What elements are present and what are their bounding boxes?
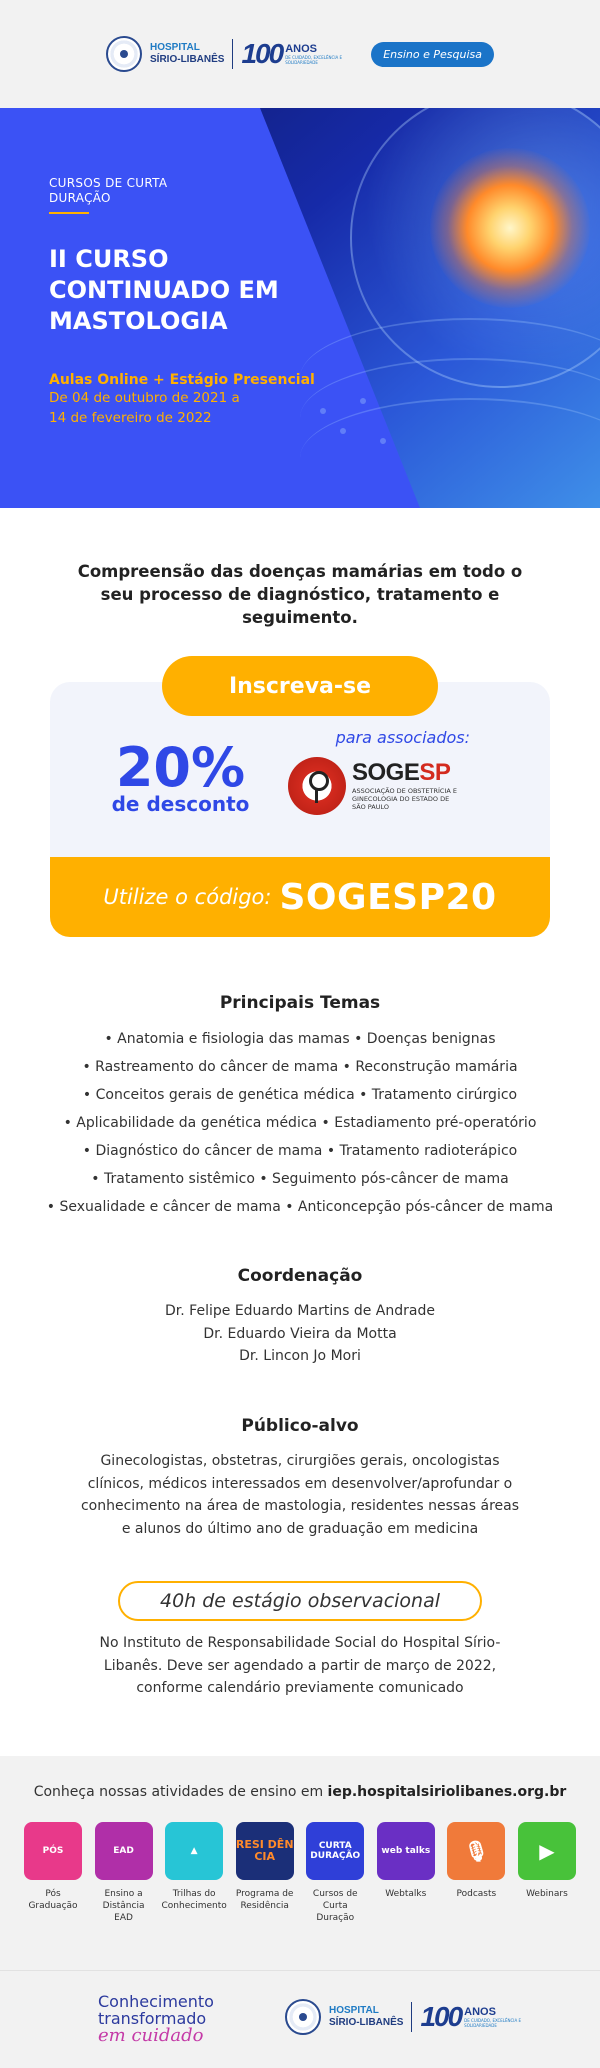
promo-code: SOGESP20 (279, 876, 497, 918)
coordinator-name: Dr. Lincon Jo Mori (239, 1348, 361, 1364)
anniversary-number: 100 (241, 38, 283, 69)
ead-icon: EAD (95, 1822, 153, 1880)
internship-badge: 40h de estágio observacional (118, 1581, 482, 1621)
coordinator-name: Dr. Felipe Eduardo Martins de Andrade (165, 1303, 435, 1319)
activity-label: Webtalks (385, 1889, 427, 1899)
inscreva-se-button[interactable]: Inscreva-se (162, 656, 438, 716)
activity-trilhas[interactable] (161, 1822, 227, 1924)
topic-row: • Aplicabilidade da genética médica • Estadiamento pré-operatório (63, 1115, 537, 1131)
ensino-pesquisa-button[interactable]: Ensino e Pesquisa (371, 42, 494, 67)
mammary-gland-glow (430, 148, 590, 308)
coordinator-name: Dr. Eduardo Vieira da Motta (203, 1325, 397, 1342)
anniversary-subtitle: DE CUIDADO, EXCELÊNCIA E SOLIDARIEDADE (285, 55, 343, 65)
coordination-title: Coordenação (237, 1266, 363, 1286)
sogesp-subtitle: ASSOCIAÇÃO DE OBSTETRÍCIA E GINECOLOGIA DO ESTADO DE SÃO PAULO (352, 787, 457, 811)
anniversary-word: ANOS (285, 43, 317, 55)
activity-label: Webinars (526, 1889, 568, 1899)
activity-label: Pós Graduação (28, 1889, 78, 1911)
discount-block (108, 736, 253, 816)
sogesp-logo (288, 757, 470, 815)
activity-label: Ensino a Distância EAD (102, 1889, 145, 1923)
activities-site-link[interactable]: iep.hospitalsiriolibanes.org.br (327, 1784, 567, 1800)
coordination-list (0, 1300, 600, 1368)
hero-banner (0, 108, 600, 508)
hospital-seal-icon (106, 36, 142, 72)
promo-code-bar (50, 857, 550, 937)
audience-text: Ginecologistas, obstetras, cirurgiões gerais, oncologistas clínicos, médicos interessados em desenvolver/aprofundar o conhecimento na área de mastologia, residentes nessas áreas e alunos do último ano de graduação em medicina (80, 1453, 519, 1537)
activity-label: Podcasts (456, 1889, 497, 1899)
footer-tagline: Conhecimento transformado em cuidado (98, 1992, 214, 2046)
activity-webinars[interactable] (518, 1822, 576, 1924)
podcast-icon: 🎙 (447, 1822, 505, 1880)
female-symbol-icon (288, 757, 346, 815)
sogesp-name-b: SP (419, 759, 451, 786)
hero-title: II CURSO CONTINUADO EM MASTOLOGIA (49, 245, 279, 335)
topic-row: • Diagnóstico do câncer de mama • Tratamento radioterápico (82, 1143, 518, 1159)
hospital-seal-icon (285, 1999, 321, 2035)
header (0, 0, 600, 108)
hero-format: Aulas Online + Estágio Presencial (49, 372, 315, 388)
audience-title: Público-alvo (241, 1416, 359, 1436)
activities-grid (0, 1822, 600, 1924)
anniversary-badge (241, 38, 345, 70)
topic-row: • Anatomia e fisiologia das mamas • Doenças benignas (104, 1031, 496, 1047)
footer (0, 1970, 600, 2068)
hospital-name-line1: HOSPITAL (150, 42, 200, 53)
activity-podcasts[interactable] (447, 1822, 505, 1924)
topic-row: • Rastreamento do câncer de mama • Reconstrução mamária (82, 1059, 518, 1075)
topic-row: • Tratamento sistêmico • Seguimento pós-câncer de mama (91, 1171, 509, 1187)
trilhas-icon: ▲ (165, 1822, 223, 1880)
internship-text: No Instituto de Responsabilidade Social do Hospital Sírio-Libanês. Deve ser agendado a partir de março de 2022, conforme calendário previamente comunicado (99, 1635, 501, 1696)
association-label: para associados: (335, 728, 470, 747)
activities-section (0, 1756, 600, 1970)
logo-divider (232, 39, 233, 69)
topic-row: • Conceitos gerais de genética médica • Tratamento cirúrgico (82, 1087, 518, 1103)
activity-label: Trilhas do Conhecimento (161, 1889, 227, 1911)
course-summary: Compreensão das doenças mamárias em todo o seu processo de diagnóstico, tratamento e seguimento. (77, 562, 523, 627)
activity-pos-graduacao[interactable] (24, 1822, 82, 1924)
topics-list (0, 1025, 600, 1221)
topics-title: Principais Temas (219, 993, 381, 1013)
discount-label: de desconto (111, 792, 250, 816)
topic-row: • Sexualidade e câncer de mama • Anticoncepção pós-câncer de mama (46, 1199, 554, 1215)
association-block (280, 728, 470, 815)
hero-dates: De 04 de outubro de 2021 a 14 de fevereiro de 2022 (49, 390, 240, 426)
hospital-name-line2: SÍRIO-LIBANÊS (150, 54, 225, 65)
footer-hospital-logo[interactable]: HOSPITAL SÍRIO-LIBANÊS 100 ANOS DE CUIDADO, EXCELÊNCIA E SOLIDARIEDADE (285, 1999, 524, 2035)
hero-kicker: CURSOS DE CURTA DURAÇÃO (49, 176, 168, 205)
curta-duracao-icon: CURTA DURAÇÃO (306, 1822, 364, 1880)
activity-ead[interactable] (95, 1822, 153, 1924)
hero-rule (49, 212, 89, 214)
pos-graduacao-icon: PÓS (24, 1822, 82, 1880)
activity-residencia[interactable] (236, 1822, 294, 1924)
promo-code-label: Utilize o código: (103, 885, 272, 909)
hospital-logo[interactable] (106, 36, 345, 72)
webinar-icon: ▶ (518, 1822, 576, 1880)
activity-label: Cursos de Curta Duração (312, 1889, 358, 1923)
activity-label: Programa de Residência (235, 1889, 294, 1911)
webtalks-icon: web talks (377, 1822, 435, 1880)
discount-value: 20% (115, 736, 246, 799)
residencia-icon: RESI DÊN CIA (236, 1822, 294, 1880)
activity-curta-duracao[interactable] (306, 1822, 364, 1924)
activity-webtalks[interactable] (377, 1822, 435, 1924)
activities-heading: Conheça nossas atividades de ensino em iep.hospitalsiriolibanes.org.br (33, 1784, 567, 1800)
sogesp-name-a: SOGE (352, 759, 420, 786)
